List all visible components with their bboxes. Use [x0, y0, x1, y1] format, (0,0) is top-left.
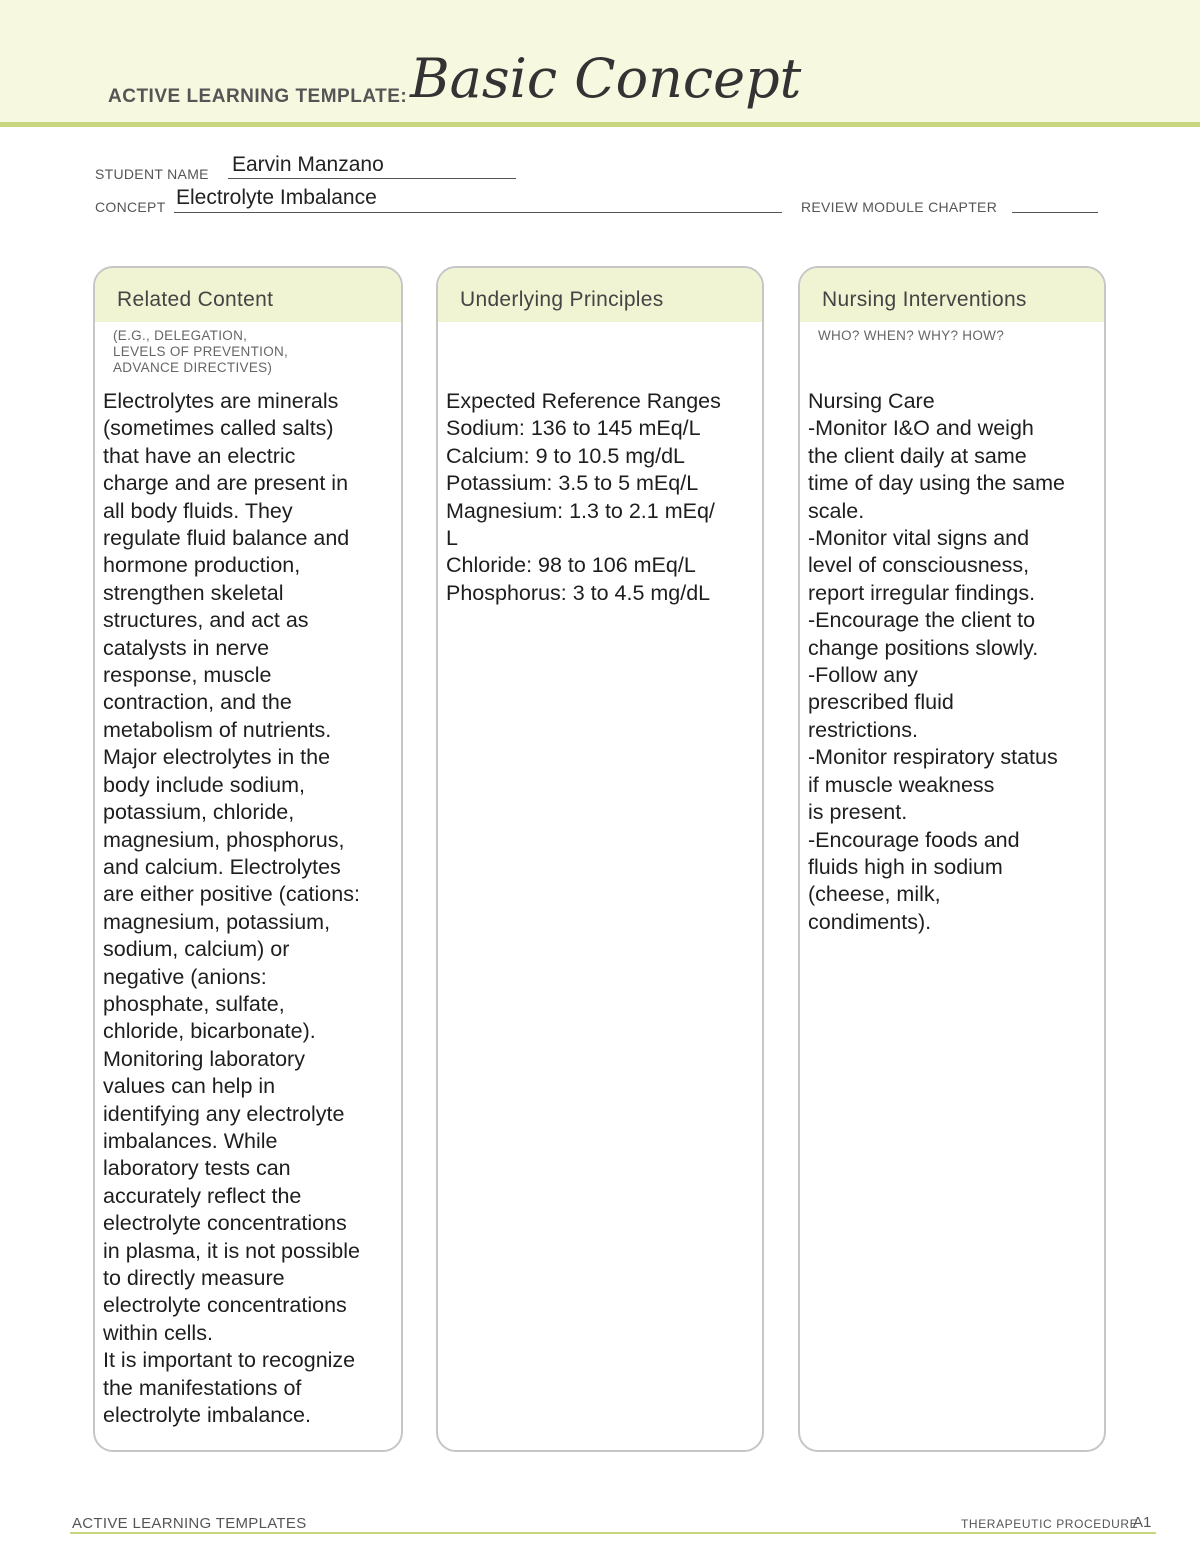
text-line: are either positive (cations:	[103, 882, 360, 907]
text-line: negative (anions:	[103, 964, 267, 989]
text-line: Chloride: 98 to 106 mEq/L	[446, 553, 696, 578]
text-line: that have an electric	[103, 443, 296, 468]
text-line: -Encourage foods and	[808, 827, 1020, 852]
related-content-subtitle	[95, 322, 401, 376]
text-line: fluids high in sodium	[808, 854, 1003, 879]
text-line: accurately reflect the	[103, 1183, 302, 1208]
subtitle-line: LEVELS OF PREVENTION,	[113, 344, 289, 359]
text-line: Sodium: 136 to 145 mEq/L	[446, 416, 701, 441]
text-line: and calcium. Electrolytes	[103, 854, 341, 879]
related-content-card	[93, 266, 403, 1452]
text-line: electrolyte concentrations	[103, 1211, 347, 1236]
underlying-principles-text	[446, 388, 754, 607]
text-line: strengthen skeletal	[103, 580, 284, 605]
text-line: electrolyte imbalance.	[103, 1403, 311, 1428]
text-line: Monitoring laboratory	[103, 1046, 305, 1071]
text-line: regulate fluid balance and	[103, 526, 350, 551]
text-line: if muscle weakness	[808, 772, 995, 797]
text-line: restrictions.	[808, 717, 918, 742]
text-line: identifying any electrolyte	[103, 1101, 345, 1126]
text-line: all body fluids. They	[103, 498, 293, 523]
text-line: Calcium: 9 to 10.5 mg/dL	[446, 443, 686, 468]
footer-page-number: A1	[1133, 1514, 1152, 1531]
text-line: magnesium, phosphorus,	[103, 827, 345, 852]
text-line: Phosphorus: 3 to 4.5 mg/dL	[446, 580, 711, 605]
text-line: body include sodium,	[103, 772, 305, 797]
text-line: Magnesium: 1.3 to 2.1 mEq/	[446, 498, 715, 523]
text-line: report irregular findings.	[808, 580, 1036, 605]
header-divider	[0, 122, 1200, 127]
text-line: -Follow any	[808, 663, 918, 688]
text-line: electrolyte concentrations	[103, 1293, 347, 1318]
text-line: response, muscle	[103, 663, 272, 688]
underlying-principles-title: Underlying Principles	[438, 268, 762, 322]
text-line: within cells.	[103, 1320, 213, 1345]
nursing-interventions-text	[808, 388, 1096, 936]
text-line: It is important to recognize	[103, 1348, 356, 1373]
template-title: Basic Concept	[410, 47, 802, 110]
text-line: -Encourage the client to	[808, 608, 1036, 633]
text-line: hormone production,	[103, 553, 301, 578]
related-content-text	[103, 388, 393, 1429]
text-line: charge and are present in	[103, 471, 349, 496]
text-line: structures, and act as	[103, 608, 309, 633]
text-line: chloride, bicarbonate).	[103, 1019, 316, 1044]
text-line: metabolism of nutrients.	[103, 717, 332, 742]
student-name-label: STUDENT NAME	[95, 166, 209, 182]
concept-field[interactable]: Electrolyte Imbalance	[176, 186, 377, 209]
text-line: to directly measure	[103, 1266, 285, 1290]
template-label: ACTIVE LEARNING TEMPLATE:	[108, 86, 408, 107]
footer-left-label: ACTIVE LEARNING TEMPLATES	[72, 1515, 307, 1532]
text-line: scale.	[808, 498, 865, 523]
underlying-principles-card	[436, 266, 764, 1452]
text-line: Nursing Care	[808, 389, 935, 413]
review-module-chapter-label: REVIEW MODULE CHAPTER	[801, 199, 998, 215]
related-content-title: Related Content	[95, 268, 401, 322]
text-line: in plasma, it is not possible	[103, 1238, 360, 1263]
subtitle-line: ADVANCE DIRECTIVES)	[113, 360, 273, 375]
text-line: catalysts in nerve	[103, 635, 270, 660]
student-name-line	[228, 178, 516, 179]
text-line: imbalances. While	[103, 1128, 278, 1153]
nursing-interventions-card	[798, 266, 1106, 1452]
text-line: values can help in	[103, 1074, 276, 1099]
text-line: time of day using the same	[808, 471, 1065, 496]
text-line: laboratory tests can	[103, 1156, 291, 1181]
text-line: sodium, calcium) or	[103, 937, 290, 962]
text-line: Major electrolytes in the	[103, 745, 331, 770]
text-line: phosphate, sulfate,	[103, 991, 285, 1016]
text-line: the client daily at same	[808, 443, 1027, 468]
text-line: (sometimes called salts)	[103, 416, 334, 441]
subtitle-line: (E.G., DELEGATION,	[113, 328, 248, 343]
concept-line	[174, 212, 782, 213]
text-line: magnesium, potassium,	[103, 909, 331, 934]
text-line: -Monitor vital signs and	[808, 526, 1030, 551]
text-line: level of consciousness,	[808, 553, 1030, 578]
student-name-field[interactable]: Earvin Manzano	[232, 153, 384, 176]
text-line: -Monitor respiratory status	[808, 745, 1058, 770]
concept-label: CONCEPT	[95, 199, 166, 215]
text-line: prescribed fluid	[808, 690, 954, 715]
text-line: potassium, chloride,	[103, 800, 295, 825]
footer-divider	[70, 1532, 1156, 1534]
text-line: is present.	[808, 800, 908, 825]
footer-right-label: THERAPEUTIC PROCEDURE	[961, 1517, 1139, 1531]
nursing-interventions-title: Nursing Interventions	[800, 268, 1104, 322]
text-line: change positions slowly.	[808, 635, 1039, 660]
text-line: Potassium: 3.5 to 5 mEq/L	[446, 471, 699, 496]
text-line: Electrolytes are minerals	[103, 389, 339, 413]
review-module-chapter-field[interactable]	[1012, 212, 1098, 213]
text-line: L	[446, 526, 458, 551]
text-line: the manifestations of	[103, 1375, 302, 1400]
text-line: contraction, and the	[103, 690, 292, 715]
text-line: Expected Reference Ranges	[446, 389, 721, 413]
text-line: -Monitor I&O and weigh	[808, 416, 1034, 441]
nursing-interventions-subtitle: WHO? WHEN? WHY? HOW?	[818, 328, 1005, 343]
text-line: condiments).	[808, 909, 932, 934]
text-line: (cheese, milk,	[808, 882, 941, 907]
